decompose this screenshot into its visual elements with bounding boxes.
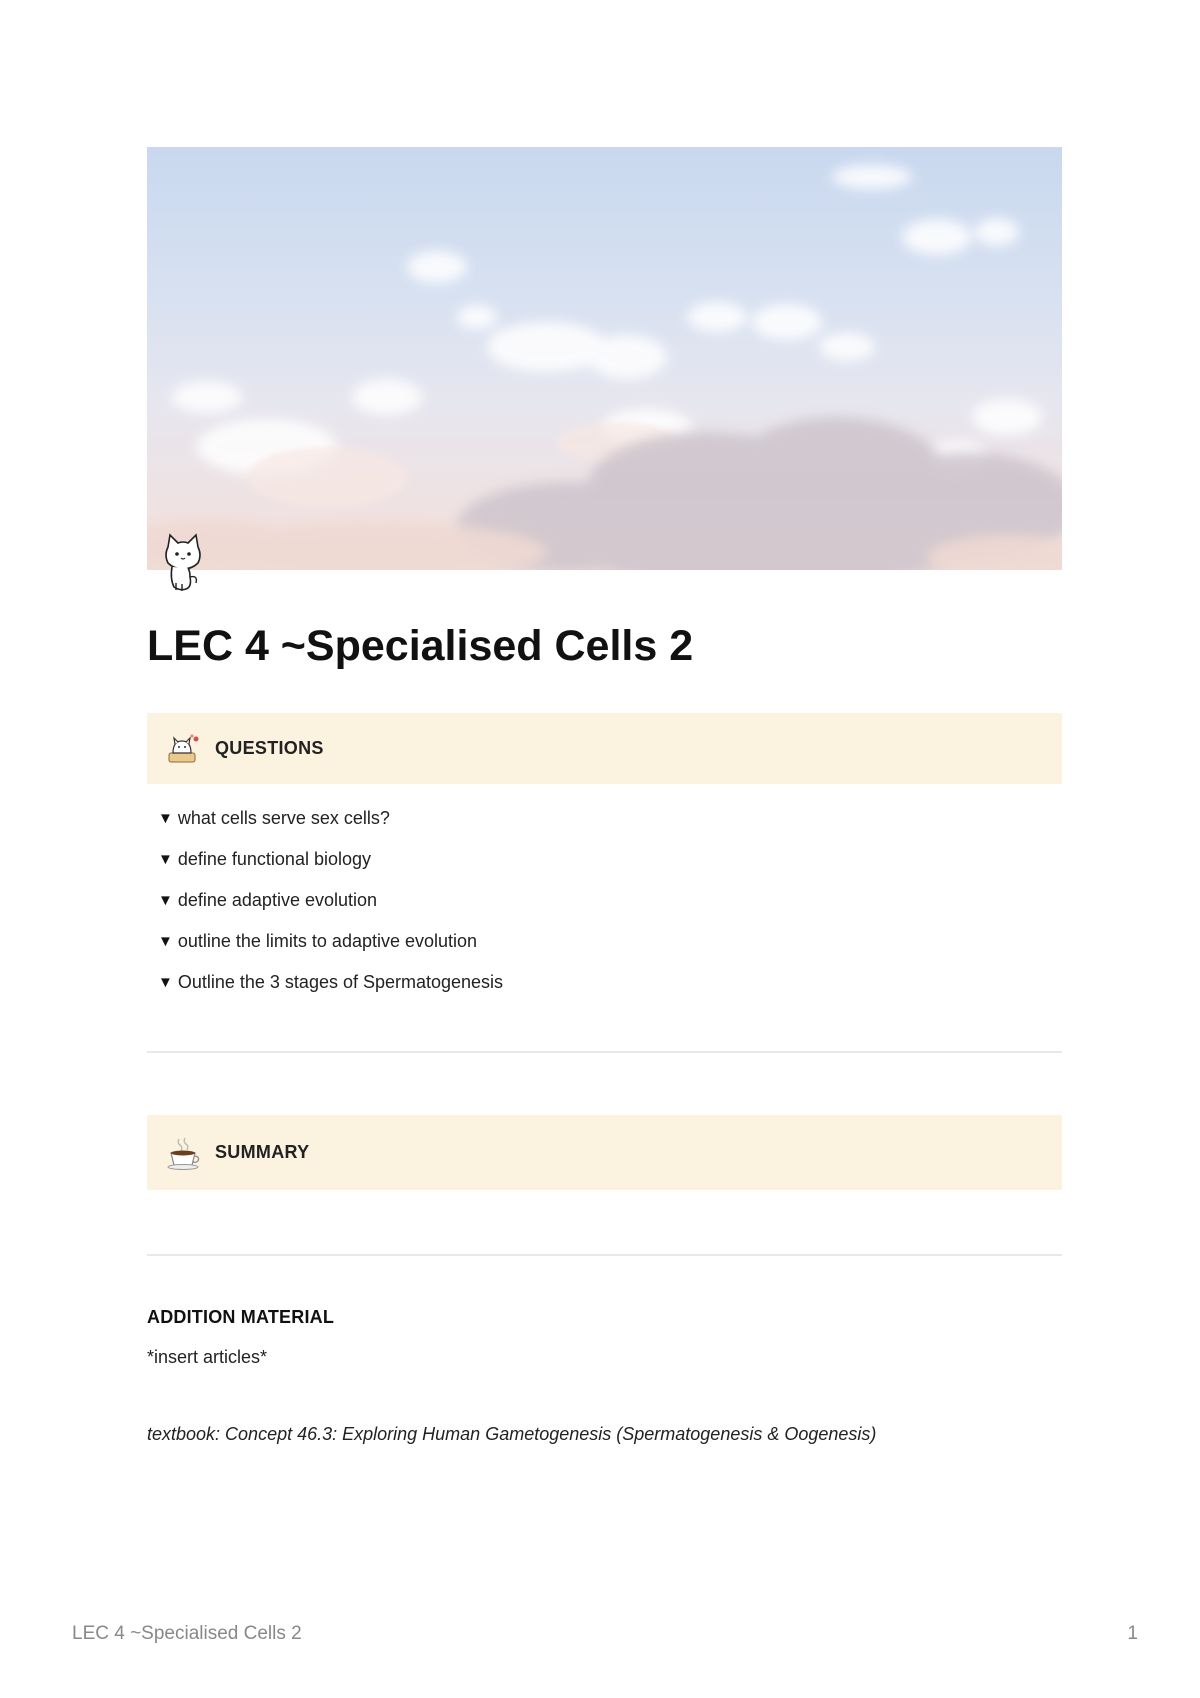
summary-callout (147, 1115, 1062, 1190)
toggle-text: define adaptive evolution (177, 890, 378, 910)
divider (147, 1254, 1062, 1256)
toggle-text: outline the limits to adaptive evolution (177, 931, 478, 951)
page-number: 1 (1127, 1623, 1138, 1644)
toggle-item[interactable] (158, 808, 503, 849)
questions-label: QUESTIONS (215, 738, 324, 758)
toggle-item[interactable] (158, 890, 503, 931)
toggle-arrow-icon[interactable]: ▼ (158, 933, 173, 950)
toggle-text: define functional biology (177, 849, 371, 869)
coffee-cup-icon (163, 1133, 203, 1173)
toggle-item[interactable] (158, 849, 503, 890)
toggle-item[interactable] (158, 931, 503, 972)
cover-image (147, 147, 1062, 570)
questions-callout (147, 713, 1062, 784)
questions-list (158, 808, 503, 1013)
page-title: LEC 4 ~Specialised Cells 2 (147, 622, 694, 670)
toggle-text: what cells serve sex cells? (177, 808, 390, 828)
sky-clouds-image (147, 147, 1062, 570)
additional-material-heading: ADDITION MATERIAL (147, 1307, 335, 1327)
toggle-arrow-icon[interactable]: ▼ (158, 851, 173, 868)
toggle-text: Outline the 3 stages of Spermatogenesis (177, 972, 504, 992)
cat-cake-icon (163, 729, 203, 769)
toggle-item[interactable] (158, 972, 503, 1013)
footer-title: LEC 4 ~Specialised Cells 2 (72, 1623, 302, 1644)
toggle-arrow-icon[interactable]: ▼ (158, 810, 173, 827)
insert-articles-text: *insert articles* (147, 1347, 268, 1367)
cat-icon (158, 533, 208, 593)
toggle-arrow-icon[interactable]: ▼ (158, 892, 173, 909)
divider (147, 1051, 1062, 1053)
toggle-arrow-icon[interactable]: ▼ (158, 974, 173, 991)
summary-label: SUMMARY (215, 1142, 310, 1162)
textbook-reference: textbook: Concept 46.3: Exploring Human Gametogenesis (Spermatogenesis & Oogenesis) (147, 1424, 877, 1444)
